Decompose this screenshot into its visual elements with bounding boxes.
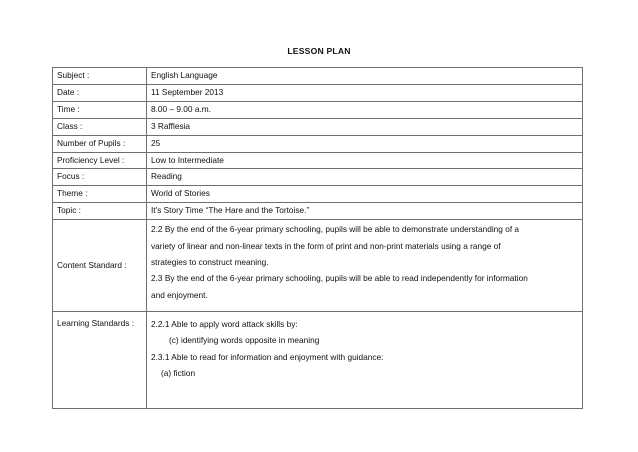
content-standard-value (147, 220, 583, 312)
proficiency-level-label: Proficiency Level : (53, 152, 147, 169)
content-standard-label: Content Standard : (53, 220, 147, 312)
learning-standard-line: 2.2.1 Able to apply word attack skills by: (151, 319, 298, 330)
content-standard-line: variety of linear and non-linear texts in the form of print and non-print materials using a range of (151, 240, 501, 251)
subject-label: Subject : (53, 68, 147, 85)
row-date (53, 84, 583, 101)
content-standard-line: 2.3 By the end of the 6-year primary schooling, pupils will be able to read independently for information (151, 273, 528, 284)
date-label: Date : (53, 84, 147, 101)
class-label: Class : (53, 118, 147, 135)
number-of-pupils-label: Number of Pupils : (53, 135, 147, 152)
row-theme (53, 186, 583, 203)
content-standard-line: strategies to construct meaning. (151, 256, 269, 267)
row-class (53, 118, 583, 135)
subject-value: English Language (147, 68, 583, 85)
learning-standards-value (147, 312, 583, 409)
row-subject (53, 68, 583, 85)
theme-label: Theme : (53, 186, 147, 203)
learning-standards-label: Learning Standards : (53, 312, 147, 409)
document-title: LESSON PLAN (287, 46, 351, 56)
row-number-of-pupils (53, 135, 583, 152)
row-time (53, 101, 583, 118)
lesson-plan-table (52, 67, 583, 409)
topic-label: Topic : (53, 203, 147, 220)
class-value: 3 Rafflesia (147, 118, 583, 135)
content-standard-line: and enjoyment. (151, 289, 208, 300)
content-standard-line: 2.2 By the end of the 6-year primary schooling, pupils will be able to demonstrate understanding of a (151, 224, 520, 235)
topic-value: It's Story Time “The Hare and the Tortoise.” (147, 203, 583, 220)
learning-standard-line: (a) fiction (161, 367, 196, 378)
learning-standard-line: (c) identifying words opposite in meaning (169, 335, 320, 346)
row-proficiency-level (53, 152, 583, 169)
learning-standard-line: 2.3.1 Able to read for information and enjoyment with guidance: (151, 351, 384, 362)
row-content-standard (53, 220, 583, 312)
date-value: 11 September 2013 (147, 84, 583, 101)
row-topic (53, 203, 583, 220)
proficiency-level-value: Low to Intermediate (147, 152, 583, 169)
row-learning-standards (53, 312, 583, 409)
number-of-pupils-value: 25 (147, 135, 583, 152)
time-label: Time : (53, 101, 147, 118)
row-focus (53, 169, 583, 186)
theme-value: World of Stories (147, 186, 583, 203)
focus-value: Reading (147, 169, 583, 186)
focus-label: Focus : (53, 169, 147, 186)
time-value: 8.00 – 9.00 a.m. (147, 101, 583, 118)
